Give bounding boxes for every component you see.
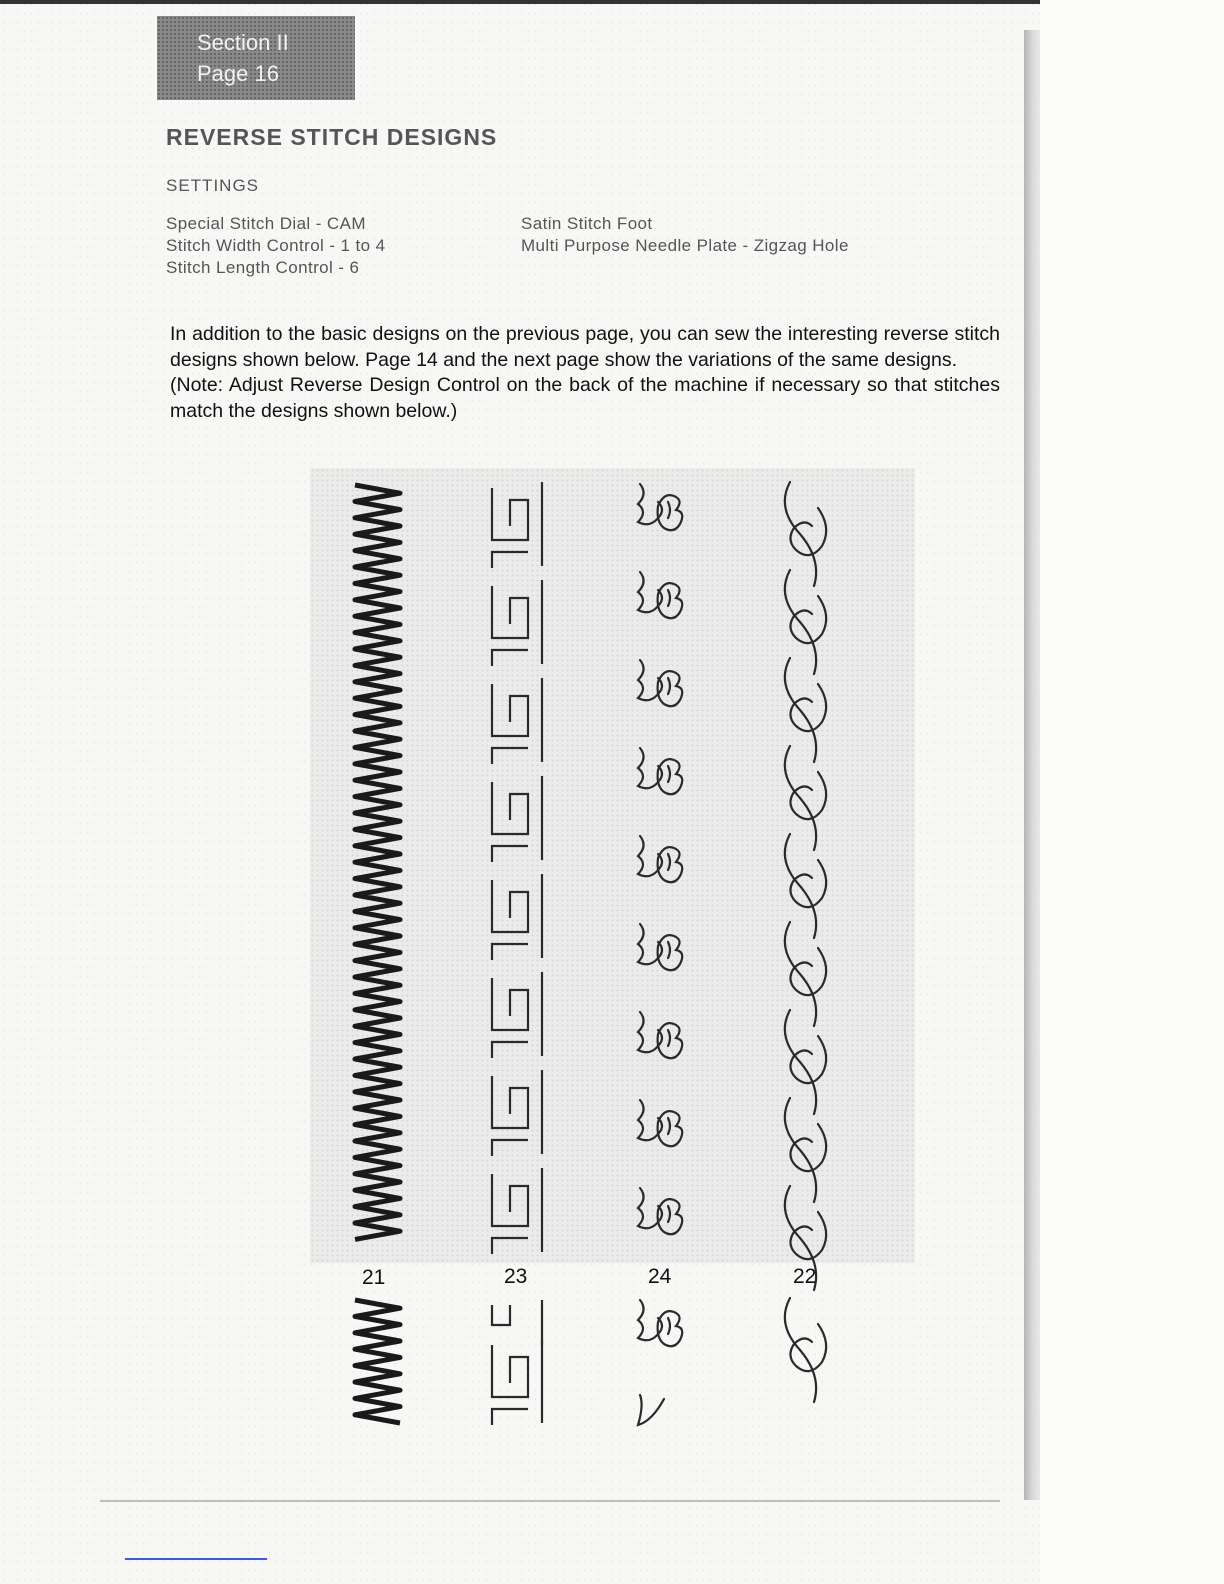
setting-stitch-width: Stitch Width Control - 1 to 4 bbox=[166, 236, 386, 255]
greek-key-segment bbox=[492, 782, 528, 834]
tulip-petal bbox=[668, 678, 670, 694]
greek-key-segment bbox=[492, 1174, 528, 1226]
greek-key-segment bbox=[492, 684, 528, 736]
tulip-petal bbox=[668, 1030, 670, 1046]
design-label-23: 23 bbox=[504, 1265, 528, 1288]
setting-special-stitch-dial: Special Stitch Dial - CAM bbox=[166, 214, 366, 233]
tulip-petal bbox=[668, 1206, 670, 1222]
tulip-stem bbox=[638, 1395, 664, 1425]
setting-stitch-length: Stitch Length Control - 6 bbox=[166, 258, 360, 277]
tulip-petal bbox=[668, 590, 670, 606]
greek-key-segment bbox=[492, 944, 528, 960]
greek-key-segment bbox=[492, 488, 528, 540]
instructions-paragraph: In addition to the basic designs on the previous page, you can sew the interesting reverse stitch designs shown below. Page 14 and the next page show the variations of the same designs. bbox=[170, 323, 1000, 371]
scroll-stitch-icon bbox=[785, 482, 826, 1402]
greek-key-segment bbox=[492, 880, 528, 932]
scroll-curl bbox=[790, 1036, 826, 1083]
scroll-curl bbox=[790, 596, 826, 643]
greek-key-segment bbox=[492, 1345, 528, 1397]
greek-key-segment bbox=[492, 748, 528, 764]
setting-foot: Satin Stitch Foot bbox=[521, 214, 653, 233]
scroll-curl bbox=[790, 860, 826, 907]
tulip-petal bbox=[668, 766, 670, 782]
page-title: REVERSE STITCH DESIGNS bbox=[166, 124, 498, 150]
scroll-curl bbox=[790, 948, 826, 995]
design-label-24: 24 bbox=[648, 1265, 672, 1288]
greek-key-segment bbox=[492, 1076, 528, 1128]
tulip-petal bbox=[668, 854, 670, 870]
scroll-curl bbox=[790, 508, 826, 555]
greek-key-segment bbox=[492, 1042, 528, 1058]
settings-heading: SETTINGS bbox=[166, 176, 260, 195]
scroll-curl bbox=[790, 772, 826, 819]
tulip-petal bbox=[668, 502, 670, 518]
design-label-21: 21 bbox=[362, 1266, 386, 1289]
greek-key-segment bbox=[492, 1409, 528, 1425]
scroll-curl bbox=[790, 684, 826, 731]
zigzag-stitch-line bbox=[355, 485, 400, 1239]
greek-key-segment bbox=[492, 978, 528, 1030]
scroll-stem bbox=[785, 1298, 816, 1402]
tulip-petal bbox=[668, 1118, 670, 1134]
greek-key-segment bbox=[492, 586, 528, 638]
note-paragraph: (Note: Adjust Reverse Design Control on the back of the machine if necessary so that stitches match the designs shown below.) bbox=[170, 374, 1000, 422]
greek-key-segment bbox=[492, 1140, 528, 1156]
greek-key-segment bbox=[492, 552, 528, 568]
tulip-petal bbox=[668, 942, 670, 958]
scroll-curl bbox=[790, 1324, 826, 1371]
greek-key-segment bbox=[492, 1238, 528, 1254]
greek-key-segment bbox=[492, 846, 528, 862]
design-label-22: 22 bbox=[793, 1265, 817, 1288]
greek-key-segment bbox=[492, 650, 528, 666]
scroll-curl bbox=[790, 1124, 826, 1171]
section-label: Section II bbox=[197, 30, 289, 55]
page-label: Page 16 bbox=[197, 61, 279, 86]
setting-needle-plate: Multi Purpose Needle Plate - Zigzag Hole bbox=[521, 236, 849, 255]
scroll-curl bbox=[790, 1212, 826, 1259]
tulip-petal bbox=[668, 1318, 670, 1334]
greek-key-segment bbox=[492, 1305, 510, 1325]
zigzag-stitch-line bbox=[355, 1300, 400, 1423]
